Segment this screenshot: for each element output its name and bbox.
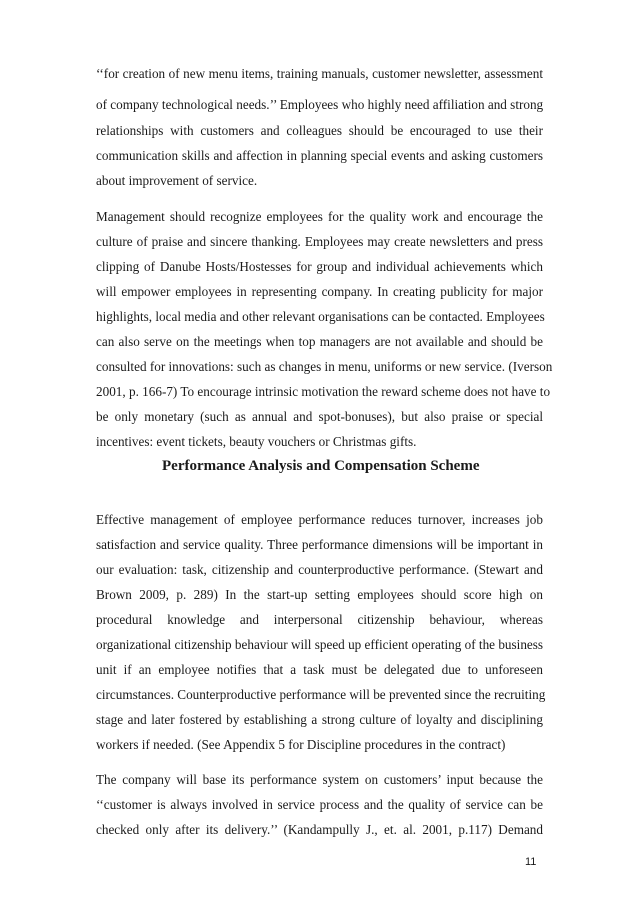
paragraph-3-line-8: circumstances. Counterproductive performance will be prevented since the recruiting xyxy=(96,687,546,702)
paragraph-3-line-10: workers if needed. (See Appendix 5 for Discipline procedures in the contract) xyxy=(96,737,506,752)
paragraph-3-line-5: procedural knowledge and interpersonal citizenship behaviour, whereas xyxy=(96,612,543,627)
paragraph-3-line-1: Effective management of employee performance reduces turnover, increases job xyxy=(96,512,543,527)
paragraph-2-line-10: incentives: event tickets, beauty vouchers or Christmas gifts. xyxy=(96,434,417,449)
paragraph-2-line-1: Management should recognize employees for the quality work and encourage the xyxy=(96,209,543,224)
paragraph-1-line-2: of company technological needs.’’ Employees who highly need affiliation and strong xyxy=(96,97,544,112)
paragraph-3-line-4: Brown 2009, p. 289) In the start-up setting employees should score high on xyxy=(96,587,543,602)
paragraph-3-line-9: stage and later fostered by establishing a strong culture of loyalty and disciplining xyxy=(96,712,543,727)
paragraph-3-line-6: organizational citizenship behaviour will speed up efficient operating of the business xyxy=(96,637,544,652)
paragraph-2-line-8: 2001, p. 166-7) To encourage intrinsic motivation the reward scheme does not have to xyxy=(96,384,551,399)
paragraph-4-line-3: checked only after its delivery.’’ (Kandampully J., et. al. 2001, p.117) Demand xyxy=(96,822,543,837)
page-number: 11 xyxy=(525,856,537,868)
paragraph-1-line-1: ‘‘for creation of new menu items, training manuals, customer newsletter, assessment xyxy=(96,66,543,81)
paragraph-2-line-6: can also serve on the meetings when top managers are not available and should be xyxy=(96,334,543,349)
paragraph-3-line-3: our evaluation: task, citizenship and counterproductive performance. (Stewart and xyxy=(96,562,543,577)
paragraph-4-line-1: The company will base its performance system on customers’ input because the xyxy=(96,772,543,787)
paragraph-1-line-5: about improvement of service. xyxy=(96,173,258,188)
paragraph-1-line-3: relationships with customers and colleagues should be encouraged to use their xyxy=(96,123,543,138)
section-heading: Performance Analysis and Compensation Scheme xyxy=(162,458,480,474)
paragraph-4-line-2: ‘‘customer is always involved in service process and the quality of service can be xyxy=(96,797,543,812)
paragraph-3-line-2: satisfaction and service quality. Three performance dimensions will be important in xyxy=(96,537,543,552)
paragraph-2-line-3: clipping of Danube Hosts/Hostesses for group and individual achievements which xyxy=(96,259,543,274)
paragraph-2-line-2: culture of praise and sincere thanking. Employees may create newsletters and press xyxy=(96,234,543,249)
paragraph-2-line-9: be only monetary (such as annual and spot-bonuses), but also praise or special xyxy=(96,409,543,424)
paragraph-1-line-4: communication skills and affection in planning special events and asking customers xyxy=(96,148,543,163)
paragraph-2-line-5: highlights, local media and other relevant organisations can be contacted. Employees xyxy=(96,309,545,324)
paragraph-3-line-7: unit if an employee notifies that a task must be delegated due to unforeseen xyxy=(96,662,543,677)
paragraph-2-line-4: will empower employees in representing company. In creating publicity for major xyxy=(96,284,543,299)
paragraph-2-line-7: consulted for innovations: such as changes in menu, uniforms or new service. (Iverson xyxy=(96,359,553,374)
